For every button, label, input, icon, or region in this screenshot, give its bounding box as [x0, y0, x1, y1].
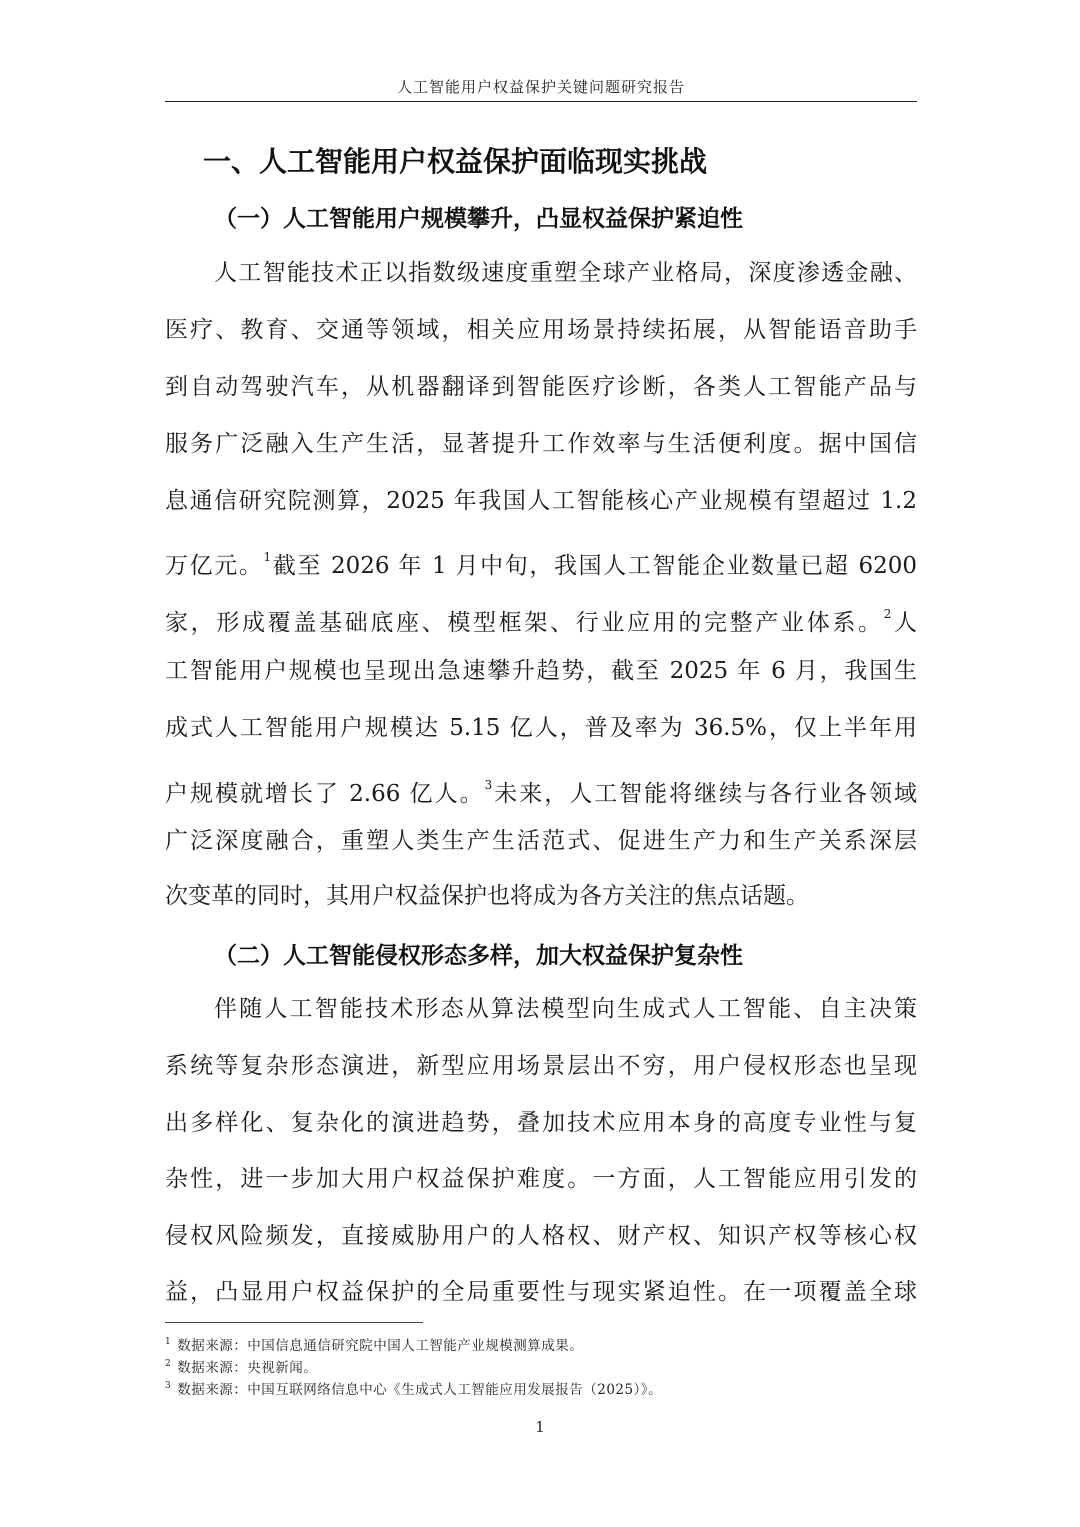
paragraph-line: 出多样化、复杂化的演进趋势，叠加技术应用本身的高度专业性与复 [165, 1110, 917, 1136]
section-title: 一、人工智能用户权益保护面临现实挑战 [203, 145, 708, 178]
paragraph-line: 次变革的同时，其用户权益保护也将成为各方关注的焦点话题。 [165, 883, 809, 909]
paragraph-line: 伴随人工智能技术形态从算法模型向生成式人工智能、自主决策 [214, 996, 917, 1022]
footnote-3 [165, 1378, 662, 1398]
paragraph-line: 服务广泛融入生产生活，显著提升工作效率与生活便利度。据中国信 [165, 431, 917, 457]
paragraph-line: 息通信研究院测算，2025 年我国人工智能核心产业规模有望超过 1.2 [165, 488, 917, 514]
paragraph-line: 益，凸显用户权益保护的全局重要性与现实紧迫性。在一项覆盖全球 [165, 1279, 917, 1305]
paragraph-line: 侵权风险频发，直接威胁用户的人格权、财产权、知识产权等核心权 [165, 1223, 917, 1249]
line-text: 万亿元。 [165, 553, 264, 579]
footnote-text: 数据来源：中国互联网络信息中心《生成式人工智能应用发展报告（2025）》。 [177, 1382, 663, 1398]
line-text: 截至 2026 年 1 月中旬，我国人工智能企业数量已超 6200 [271, 553, 917, 579]
subsection-title-2: （二）人工智能侵权形态多样，加大权益保护复杂性 [214, 943, 743, 969]
footnote-2 [165, 1356, 317, 1376]
footnote-number: 2 [165, 1359, 172, 1369]
paragraph-line [165, 599, 918, 636]
line-text: 未来，人工智能将继续与各行业各领域 [492, 781, 917, 807]
subsection-title-1: （一）人工智能用户规模攀升，凸显权益保护紧迫性 [214, 206, 743, 232]
footnote-1 [165, 1334, 583, 1354]
page-number: 1 [535, 1418, 545, 1436]
footnote-number: 1 [165, 1337, 172, 1347]
line-text: 家，形成覆盖基础底座、模型框架、行业应用的完整产业体系。 [165, 610, 884, 636]
paragraph-line [165, 542, 917, 579]
line-text: 户规模就增长了 2.66 亿人。 [165, 781, 485, 807]
footnote-ref-2[interactable]: 2 [883, 607, 892, 621]
paragraph-line: 广泛深度融合，重塑人类生产生活范式、促进生产力和生产关系深层 [165, 828, 917, 854]
paragraph-line: 成式人工智能用户规模达 5.15 亿人，普及率为 36.5%，仅上半年用 [165, 715, 917, 741]
footnote-ref-1[interactable]: 1 [263, 550, 272, 564]
running-header: 人工智能用户权益保护关键问题研究报告 [396, 78, 685, 96]
paragraph-line: 杂性，进一步加大用户权益保护难度。一方面，人工智能应用引发的 [165, 1166, 917, 1192]
footnote-ref-3[interactable]: 3 [484, 778, 493, 792]
paragraph-line: 系统等复杂形态演进，新型应用场景层出不穷，用户侵权形态也呈现 [165, 1053, 917, 1079]
paragraph-line: 人工智能技术正以指数级速度重塑全球产业格局，深度渗透金融、 [214, 260, 917, 286]
footnote-text: 数据来源：中国信息通信研究院中国人工智能产业规模测算成果。 [177, 1338, 584, 1354]
footnote-text: 数据来源：央视新闻。 [177, 1360, 318, 1376]
paragraph-line: 到自动驾驶汽车，从机器翻译到智能医疗诊断，各类人工智能产品与 [165, 374, 917, 400]
line-text: 人 [891, 610, 918, 636]
paragraph-line: 工智能用户规模也呈现出急速攀升趋势，截至 2025 年 6 月，我国生 [165, 658, 917, 684]
footnote-rule [165, 1322, 423, 1323]
footnote-number: 3 [165, 1381, 172, 1391]
header-rule [165, 101, 917, 102]
paragraph-line [165, 770, 917, 807]
paragraph-line: 医疗、教育、交通等领域，相关应用场景持续拓展，从智能语音助手 [165, 317, 917, 343]
